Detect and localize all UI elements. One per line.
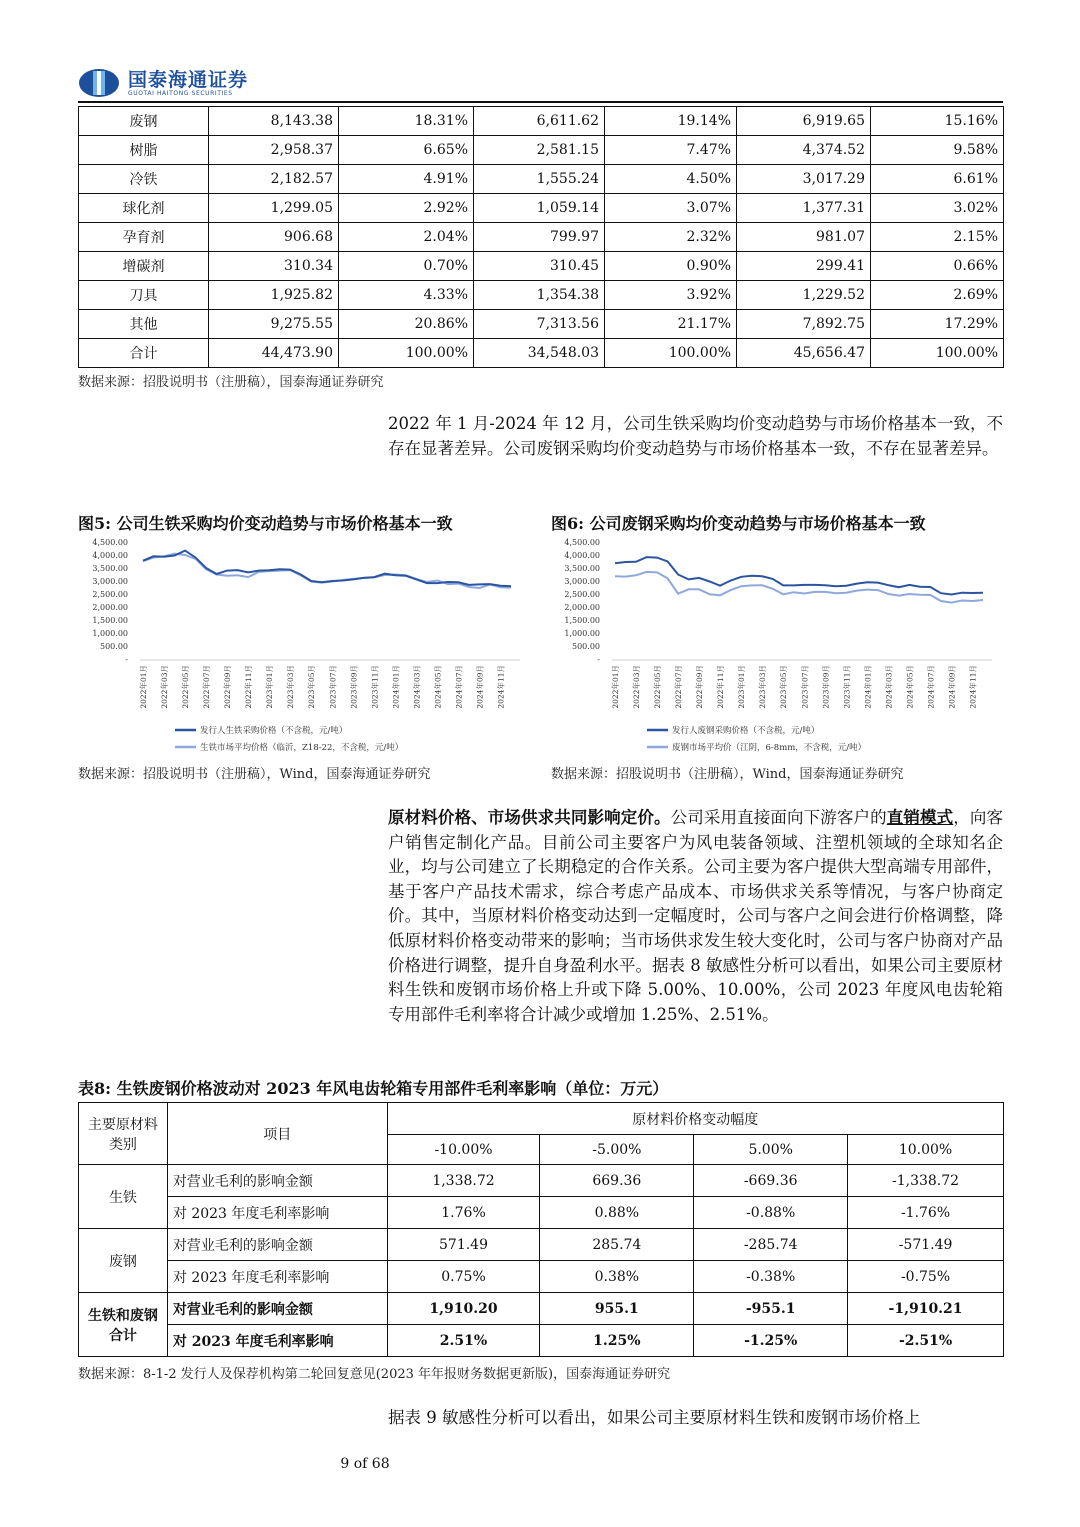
series-line-0	[615, 557, 983, 594]
table-row	[79, 1325, 1004, 1357]
logo-text: 国泰海通证券	[128, 68, 249, 91]
series-line-0	[143, 551, 511, 587]
x-tick-label: 2022年03月	[160, 665, 170, 709]
table-row	[79, 252, 1004, 281]
x-tick-label: 2023年05月	[307, 665, 317, 709]
table-cell: 19.14%	[605, 107, 737, 136]
table-cell: 原材料价格变动幅度	[387, 1103, 1003, 1135]
table-cell: 2.69%	[871, 281, 1004, 310]
table-cell: 对 2023 年度毛利率影响	[167, 1197, 387, 1229]
table-cell: 对 2023 年度毛利率影响	[167, 1325, 387, 1357]
table-cell: -10.00%	[387, 1135, 540, 1165]
x-tick-label: 2023年09月	[821, 665, 831, 709]
table-cell: 对营业毛利的影响金额	[167, 1165, 387, 1197]
table-cell: 4.50%	[605, 165, 737, 194]
table-cell: 981.07	[737, 223, 871, 252]
table-cell: 3,017.29	[737, 165, 871, 194]
table-cell: 树脂	[79, 136, 209, 165]
y-tick-label: 2,500.00	[564, 590, 600, 599]
table-cell: 0.75%	[387, 1261, 540, 1293]
x-tick-label: 2024年07月	[926, 665, 936, 709]
x-tick-label: 2024年01月	[863, 665, 873, 709]
table1-source: 数据来源：招股说明书（注册稿），国泰海通证券研究	[78, 375, 384, 390]
x-tick-label: 2022年01月	[139, 665, 148, 709]
table-cell: 1,925.82	[209, 281, 339, 310]
table-cell: 0.90%	[605, 252, 737, 281]
legend-label: 发行人废钢采购价格（不含税，元/吨）	[672, 726, 820, 736]
pig-iron-price-chart	[78, 535, 538, 760]
y-tick-label: 3,500.00	[92, 564, 128, 573]
table-cell: 1,299.05	[209, 194, 339, 223]
x-tick-label: 2024年01月	[391, 665, 401, 709]
table-cell: 3.92%	[605, 281, 737, 310]
x-tick-label: 2024年09月	[947, 665, 957, 709]
y-tick-label: 1,500.00	[92, 616, 128, 625]
legend-label: 发行人生铁采购价格（不含税，元/吨）	[200, 726, 348, 736]
page-number: 9 of 68	[340, 1456, 390, 1472]
x-tick-label: 2023年01月	[737, 665, 747, 709]
table-cell: 2.51%	[387, 1325, 540, 1357]
figure5-caption: 图5: 公司生铁采购均价变动趋势与市场价格基本一致	[78, 514, 453, 533]
x-tick-label: 2022年11月	[244, 665, 254, 709]
brand-logo	[78, 68, 248, 98]
y-tick-label: 2,000.00	[92, 603, 128, 612]
table-row	[79, 339, 1004, 368]
table-cell: 1,910.20	[387, 1293, 540, 1325]
table-cell: 5.00%	[694, 1135, 848, 1165]
table-cell: 45,656.47	[737, 339, 871, 368]
table-row	[79, 165, 1004, 194]
x-tick-label: 2023年03月	[286, 665, 296, 709]
x-tick-label: 2023年07月	[800, 665, 810, 709]
table-cell: 2,581.15	[474, 136, 605, 165]
table-cell: 1,377.31	[737, 194, 871, 223]
legend-label: 废钢市场平均价（江阴，6-8mm，不含税，元/吨）	[672, 743, 867, 753]
table8-caption: 表8: 生铁废钢价格波动对 2023 年风电齿轮箱专用部件毛利率影响（单位：万元）	[78, 1079, 669, 1098]
table-cell: 18.31%	[339, 107, 474, 136]
table-cell: 生铁	[79, 1165, 168, 1229]
table-cell: 4.91%	[339, 165, 474, 194]
table-cell: 6,919.65	[737, 107, 871, 136]
table-cell: 2.32%	[605, 223, 737, 252]
x-tick-label: 2022年11月	[716, 665, 726, 709]
table-cell: 1.25%	[540, 1325, 694, 1357]
table-cell: 1,354.38	[474, 281, 605, 310]
table-cell: -669.36	[694, 1165, 848, 1197]
y-tick-label: 4,000.00	[564, 551, 600, 560]
table-cell: -0.88%	[694, 1197, 848, 1229]
figure6-source: 数据来源：招股说明书（注册稿），Wind，国泰海通证券研究	[551, 767, 904, 782]
y-tick-label: 1,000.00	[92, 629, 128, 638]
table-cell: 6.65%	[339, 136, 474, 165]
x-tick-label: 2022年07月	[674, 665, 684, 709]
table-cell: 9,275.55	[209, 310, 339, 339]
table-cell: 1,059.14	[474, 194, 605, 223]
y-tick-label: 500.00	[572, 642, 600, 651]
table-cell: 废钢	[79, 1229, 168, 1293]
table-cell: -1,910.21	[848, 1293, 1004, 1325]
table-cell: 对营业毛利的影响金额	[167, 1229, 387, 1261]
table-cell: 0.66%	[871, 252, 1004, 281]
table-cell: 主要原材料类别	[79, 1103, 168, 1165]
table-cell: 2.92%	[339, 194, 474, 223]
table-cell: 0.38%	[540, 1261, 694, 1293]
x-tick-label: 2024年05月	[433, 665, 443, 709]
y-tick-label: 3,000.00	[92, 577, 128, 586]
table-cell: 100.00%	[605, 339, 737, 368]
table-row	[79, 1165, 1004, 1197]
table-cell: 4,374.52	[737, 136, 871, 165]
x-tick-label: 2024年09月	[475, 665, 485, 709]
logo-subtext: GUOTAI HAITONG SECURITIES	[128, 89, 233, 97]
x-tick-label: 2022年03月	[632, 665, 642, 709]
y-tick-label: 4,500.00	[564, 538, 600, 547]
table-cell: 孕育剂	[79, 223, 209, 252]
table-cell: -955.1	[694, 1293, 848, 1325]
table-row	[79, 194, 1004, 223]
table-cell: 7.47%	[605, 136, 737, 165]
table-cell: 2.04%	[339, 223, 474, 252]
x-tick-label: 2023年03月	[758, 665, 768, 709]
table-cell: 9.58%	[871, 136, 1004, 165]
table-cell: -5.00%	[540, 1135, 694, 1165]
x-tick-label: 2022年01月	[611, 665, 620, 709]
sensitivity-table	[78, 1102, 1004, 1357]
table-cell: 2,958.37	[209, 136, 339, 165]
table-cell: 6.61%	[871, 165, 1004, 194]
table-cell: 100.00%	[871, 339, 1004, 368]
table-cell: 7,313.56	[474, 310, 605, 339]
table-cell: 2,182.57	[209, 165, 339, 194]
table-cell: 生铁和废钢合计	[79, 1293, 168, 1357]
table-cell: 4.33%	[339, 281, 474, 310]
table-cell: 310.45	[474, 252, 605, 281]
figure6-caption: 图6: 公司废钢采购均价变动趋势与市场价格基本一致	[551, 514, 926, 533]
table-cell: 669.36	[540, 1165, 694, 1197]
table-cell: 废钢	[79, 107, 209, 136]
table-cell: -1,338.72	[848, 1165, 1004, 1197]
table-cell: 3.07%	[605, 194, 737, 223]
header-rule	[78, 101, 1003, 103]
table-row	[79, 1261, 1004, 1293]
x-tick-label: 2024年07月	[454, 665, 464, 709]
y-tick-label: 3,000.00	[564, 577, 600, 586]
table-cell: -0.75%	[848, 1261, 1004, 1293]
table-row	[79, 223, 1004, 252]
x-tick-label: 2022年09月	[223, 665, 233, 709]
legend-label: 生铁市场平均价格（临沂，Z18-22，不含税，元/吨）	[200, 743, 404, 753]
y-tick-label: -	[125, 655, 128, 664]
table-cell: 0.88%	[540, 1197, 694, 1229]
table-cell: 冷铁	[79, 165, 209, 194]
x-tick-label: 2022年09月	[695, 665, 705, 709]
x-tick-label: 2024年11月	[496, 665, 506, 709]
para-text: 公司采用直接面向下游客户的	[670, 808, 887, 827]
table-row	[79, 136, 1004, 165]
material-cost-table	[78, 106, 1004, 368]
table-cell: 0.70%	[339, 252, 474, 281]
table-cell: 6,611.62	[474, 107, 605, 136]
x-tick-label: 2023年01月	[265, 665, 275, 709]
y-tick-label: 2,000.00	[564, 603, 600, 612]
table-row	[79, 1229, 1004, 1261]
table-row	[79, 310, 1004, 339]
table-cell: 8,143.38	[209, 107, 339, 136]
y-tick-label: 4,000.00	[92, 551, 128, 560]
y-tick-label: 4,500.00	[92, 538, 128, 547]
x-tick-label: 2023年09月	[349, 665, 359, 709]
table-cell: 21.17%	[605, 310, 737, 339]
x-tick-label: 2023年11月	[370, 665, 380, 709]
table-cell: 球化剂	[79, 194, 209, 223]
table-cell: 571.49	[387, 1229, 540, 1261]
y-tick-label: 1,500.00	[564, 616, 600, 625]
figure5-source: 数据来源：招股说明书（注册稿），Wind，国泰海通证券研究	[78, 767, 431, 782]
table-cell: 对 2023 年度毛利率影响	[167, 1261, 387, 1293]
table-cell: 7,892.75	[737, 310, 871, 339]
table-cell: -285.74	[694, 1229, 848, 1261]
x-tick-label: 2023年11月	[842, 665, 852, 709]
x-tick-label: 2022年07月	[202, 665, 212, 709]
x-tick-label: 2024年05月	[905, 665, 915, 709]
scrap-steel-price-chart	[550, 535, 1010, 760]
table-cell: -0.38%	[694, 1261, 848, 1293]
table-cell: 3.02%	[871, 194, 1004, 223]
table-header-row	[79, 1103, 1004, 1135]
table-cell: 15.16%	[871, 107, 1004, 136]
y-tick-label: 1,000.00	[564, 629, 600, 638]
paragraph-pricing	[388, 806, 1003, 1027]
paragraph-table9: 据表 9 敏感性分析可以看出，如果公司主要原材料生铁和废钢市场价格上	[388, 1408, 921, 1427]
table-cell: 17.29%	[871, 310, 1004, 339]
table-cell: 其他	[79, 310, 209, 339]
x-tick-label: 2022年05月	[181, 665, 191, 709]
table-cell: 1,555.24	[474, 165, 605, 194]
x-tick-label: 2022年05月	[653, 665, 663, 709]
logo-icon	[78, 68, 120, 98]
table-cell: -1.25%	[694, 1325, 848, 1357]
x-tick-label: 2023年05月	[779, 665, 789, 709]
table-cell: -1.76%	[848, 1197, 1004, 1229]
table8-source: 数据来源：8-1-2 发行人及保荐机构第二轮回复意见(2023 年年报财务数据更新版)，国泰海通证券研究	[78, 1367, 671, 1382]
para-underline: 直销模式	[886, 808, 954, 827]
y-tick-label: 2,500.00	[92, 590, 128, 599]
table-cell: 合计	[79, 339, 209, 368]
table-cell: 20.86%	[339, 310, 474, 339]
table-cell: 34,548.03	[474, 339, 605, 368]
table-cell: 299.41	[737, 252, 871, 281]
table-row	[79, 1293, 1004, 1325]
y-tick-label: 500.00	[100, 642, 128, 651]
paragraph-price-trend: 2022 年 1 月-2024 年 12 月，公司生铁采购均价变动趋势与市场价格基本一致，不存在显著差异。公司废钢采购均价变动趋势与市场价格基本一致，不存在显著差异。	[388, 414, 1003, 458]
table-cell: 10.00%	[848, 1135, 1004, 1165]
table-cell: 刀具	[79, 281, 209, 310]
x-tick-label: 2023年07月	[328, 665, 338, 709]
table-cell: 955.1	[540, 1293, 694, 1325]
table-cell: 项目	[167, 1103, 387, 1165]
x-tick-label: 2024年11月	[968, 665, 978, 709]
table-cell: 799.97	[474, 223, 605, 252]
table-cell: 310.34	[209, 252, 339, 281]
table-cell: 285.74	[540, 1229, 694, 1261]
y-tick-label: 3,500.00	[564, 564, 600, 573]
table-cell: 2.15%	[871, 223, 1004, 252]
table-cell: 906.68	[209, 223, 339, 252]
table-cell: 对营业毛利的影响金额	[167, 1293, 387, 1325]
table-cell: 1,338.72	[387, 1165, 540, 1197]
table-cell: 1.76%	[387, 1197, 540, 1229]
table-cell: 100.00%	[339, 339, 474, 368]
table-row	[79, 281, 1004, 310]
para-text: ，向客户销售定制化产品。目前公司主要客户为风电装备领域、注塑机领域的全球知名企业，均与公司建立了长期稳定的合作关系。公司主要为客户提供大型高端专用部件，基于客户产品技术需求，综合考虑产品成本、市场供求关系等情况，与客户协商定价。其中，当原材料价格变动达到一定幅度时，公司与客户之间会进行价格调整，降低原材料价格变动带来的影响；当市场供求发生较大变化时，公司与客户协商对产品价格进行调整，提升自身盈利水平。据表 8 敏感性分析可以看出，如果公司主要原材料生铁和废钢市场价格上升或下降 5.00%、10.00%，公司 2023 年度风电齿轮箱专用部件毛利率将合计减少或增加 1.25%、2.51%。	[388, 808, 1003, 1024]
table-cell: -571.49	[848, 1229, 1004, 1261]
table-cell: 44,473.90	[209, 339, 339, 368]
table-cell: -2.51%	[848, 1325, 1004, 1357]
table-cell: 增碳剂	[79, 252, 209, 281]
x-tick-label: 2024年03月	[884, 665, 894, 709]
table-row	[79, 1197, 1004, 1229]
table-cell: 1,229.52	[737, 281, 871, 310]
table-row	[79, 107, 1004, 136]
y-tick-label: -	[597, 655, 600, 664]
para-bold-lead: 原材料价格、市场供求共同影响定价。	[388, 808, 671, 827]
x-tick-label: 2024年03月	[412, 665, 422, 709]
